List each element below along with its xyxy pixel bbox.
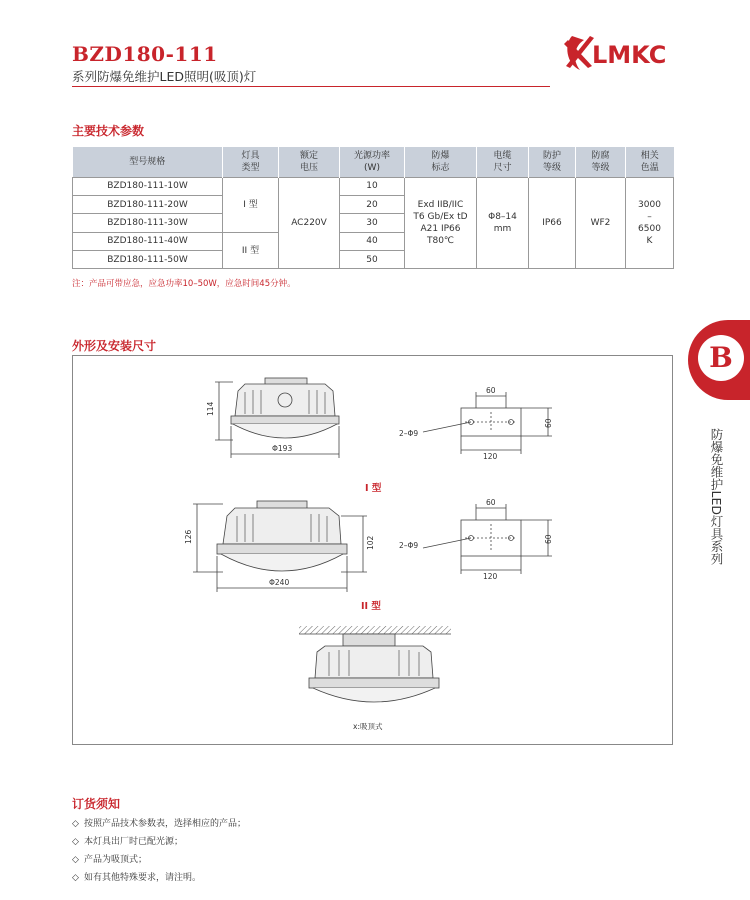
list-item: ◇ 产品为吸顶式； (72, 851, 246, 869)
diamond-bullet-icon: ◇ (72, 855, 79, 865)
type-1-height-dim: 114 (206, 401, 215, 416)
col-type: 灯具 类型 (223, 147, 279, 177)
type-2-diameter-dim: Φ240 (269, 578, 290, 587)
ceiling-mount-drawing (299, 626, 451, 702)
section-letter: B (698, 335, 744, 381)
type-1-label: I 型 (365, 483, 382, 494)
product-subtitle: 系列防爆免维护LED照明(吸顶)灯 (72, 69, 257, 84)
col-ip: 防护 等级 (529, 147, 576, 177)
model-cell: BZD180-111-50W (73, 251, 223, 269)
spec-table (72, 147, 674, 269)
dimension-drawing (73, 356, 674, 746)
model-cell: BZD180-111-10W (73, 177, 223, 195)
model-cell: BZD180-111-20W (73, 195, 223, 213)
mount-plate-2-drawing (423, 504, 552, 574)
spec-section-title: 主要技术参数 (72, 124, 145, 138)
mount-1-bottom-width: 120 (483, 452, 498, 461)
spec-table-header (73, 147, 674, 177)
dimension-drawing-panel (72, 355, 673, 745)
section-tab (688, 320, 750, 400)
list-item: ◇ 如有其他特殊要求，请注明。 (72, 869, 246, 887)
series-vertical-label: 防爆免维护LED灯具系列 (709, 428, 724, 565)
col-anticorrosion: 防腐 等级 (576, 147, 626, 177)
color-temp-cell: 3000 – 6500 K (626, 177, 674, 269)
order-notes-list (72, 815, 246, 887)
diamond-bullet-icon: ◇ (72, 837, 79, 847)
power-cell: 30 (340, 214, 405, 232)
mount-1-height: 60 (544, 418, 553, 428)
power-cell: 50 (340, 251, 405, 269)
product-model-title: BZD180-111 (72, 42, 218, 66)
diamond-bullet-icon: ◇ (72, 819, 79, 829)
col-color-temp: 相关 色温 (626, 147, 674, 177)
anticorrosion-cell: WF2 (576, 177, 626, 269)
mount-2-height: 60 (544, 534, 553, 544)
model-cell: BZD180-111-40W (73, 232, 223, 250)
voltage-cell: AC220V (279, 177, 340, 269)
mount-type-caption: x:吸顶式 (353, 722, 383, 731)
logo-text: LMKC (592, 41, 667, 69)
mount-plate-1-drawing (423, 392, 552, 454)
mount-1-top-width: 60 (486, 386, 496, 395)
power-cell: 20 (340, 195, 405, 213)
type-2-height-2-dim: 102 (366, 535, 375, 550)
order-section-title: 订货须知 (72, 797, 121, 811)
explosion-mark-cell: Exd IIB/IIC T6 Gb/Ex tD A21 IP66 T80℃ (405, 177, 477, 269)
type-2-height-1-dim: 126 (184, 529, 193, 544)
col-voltage: 额定 电压 (279, 147, 340, 177)
type-1-cell: I 型 (223, 177, 279, 232)
drawing-section-title: 外形及安装尺寸 (72, 339, 157, 353)
ip-rating-cell: IP66 (529, 177, 576, 269)
col-model: 型号规格 (73, 147, 223, 177)
brand-logo (562, 30, 680, 74)
mount-1-holes: 2–Φ9 (399, 429, 419, 438)
col-explosion-mark: 防爆 标志 (405, 147, 477, 177)
spec-note: 注：产品可带应急，应急功率10–50W，应急时间45分钟。 (72, 279, 296, 289)
type-2-cell: II 型 (223, 232, 279, 269)
diamond-bullet-icon: ◇ (72, 873, 79, 883)
mount-2-top-width: 60 (486, 498, 496, 507)
power-cell: 40 (340, 232, 405, 250)
list-item: ◇ 按照产品技术参数表，选择相应的产品； (72, 815, 246, 833)
type-1-diameter-dim: Φ193 (272, 444, 293, 453)
col-power: 光源功率 (W) (340, 147, 405, 177)
model-cell: BZD180-111-30W (73, 214, 223, 232)
power-cell: 10 (340, 177, 405, 195)
cable-size-cell: Φ8–14 mm (477, 177, 529, 269)
list-item: ◇ 本灯具出厂时已配光源； (72, 833, 246, 851)
table-row (73, 177, 674, 195)
mount-2-holes: 2–Φ9 (399, 541, 419, 550)
type-2-label: II 型 (361, 601, 381, 612)
header-divider (72, 86, 550, 87)
col-cable: 电缆 尺寸 (477, 147, 529, 177)
mount-2-bottom-width: 120 (483, 572, 498, 581)
